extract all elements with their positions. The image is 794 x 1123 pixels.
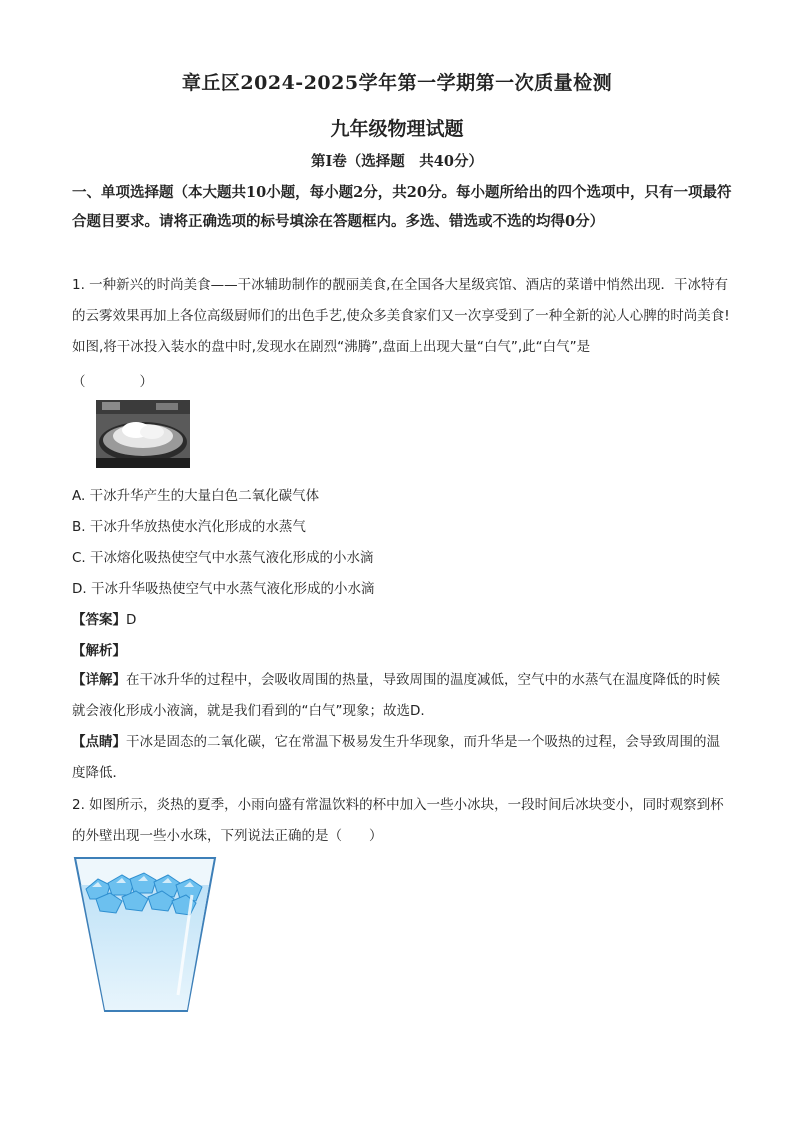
detail-paragraph: [72, 665, 732, 727]
detail-label: 【详解】: [72, 672, 126, 688]
option-d: D. 干冰升华吸热使空气中水蒸气液化形成的小水滴: [72, 581, 375, 597]
comment-text: 干冰是固态的二氧化碳，它在常温下极易发生升华现象，而升华是一个吸热的过程，会导致周围的温度降低．: [72, 734, 720, 781]
exam-title: 章丘区2024-2025学年第一学期第一次质量检测: [181, 72, 613, 94]
dry-ice-dish-photo: [96, 400, 190, 468]
ice-cup-illustration: [72, 855, 218, 1015]
option-b: B. 干冰升华放热使水汽化形成的水蒸气: [72, 519, 306, 535]
analysis-label: 【解析】: [72, 643, 126, 659]
option-a: A. 干冰升华产生的大量白色二氧化碳气体: [72, 488, 320, 504]
answer-line: [72, 608, 136, 628]
exam-subtitle: 九年级物理试题: [330, 118, 464, 140]
question-1-stem: 1. 一种新兴的时尚美食——干冰辅助制作的靓丽美食,在全国各大星级宾馆、酒店的菜谱中悄然出现．干冰特有的云雾效果再加上各位高级厨师们的出色手艺,使众多美食家们又一次享受到了一种全新的沁人心脾的时尚美食!如图,将干冰投入装水的盘中时,发现水在剧烈“沸腾”,盘面上出现大量“白气”,此“白气”是: [72, 277, 730, 355]
question-2-stem: 2. 如图所示，炎热的夏季，小雨向盛有常温饮料的杯中加入一些小冰块，一段时间后冰块变小，同时观察到杯的外壁出现一些小水珠，下列说法正确的是（ ）: [72, 797, 724, 844]
question-1-bracket: （ ）: [72, 374, 153, 390]
answer-value: D: [126, 612, 137, 628]
part-heading: 第Ⅰ卷（选择题 共40分）: [311, 153, 483, 170]
option-c: C. 干冰熔化吸热使空气中水蒸气液化形成的小水滴: [72, 550, 374, 566]
comment-label: 【点睛】: [72, 734, 126, 750]
section-heading: 一、单项选择题（本大题共10小题，每小题2分，共20分。每小题所给出的四个选项中，只有一项最符合题目要求。请将正确选项的标号填涂在答题框内。多选、错选或不选的均得0分）: [72, 184, 732, 230]
comment-paragraph: [72, 727, 732, 789]
detail-text: 在干冰升华的过程中，会吸收周围的热量，导致周围的温度减低，空气中的水蒸气在温度降低的时候就会液化形成小液滴，就是我们看到的“白气”现象；故选D.: [72, 672, 720, 719]
answer-label: 【答案】: [72, 612, 126, 628]
